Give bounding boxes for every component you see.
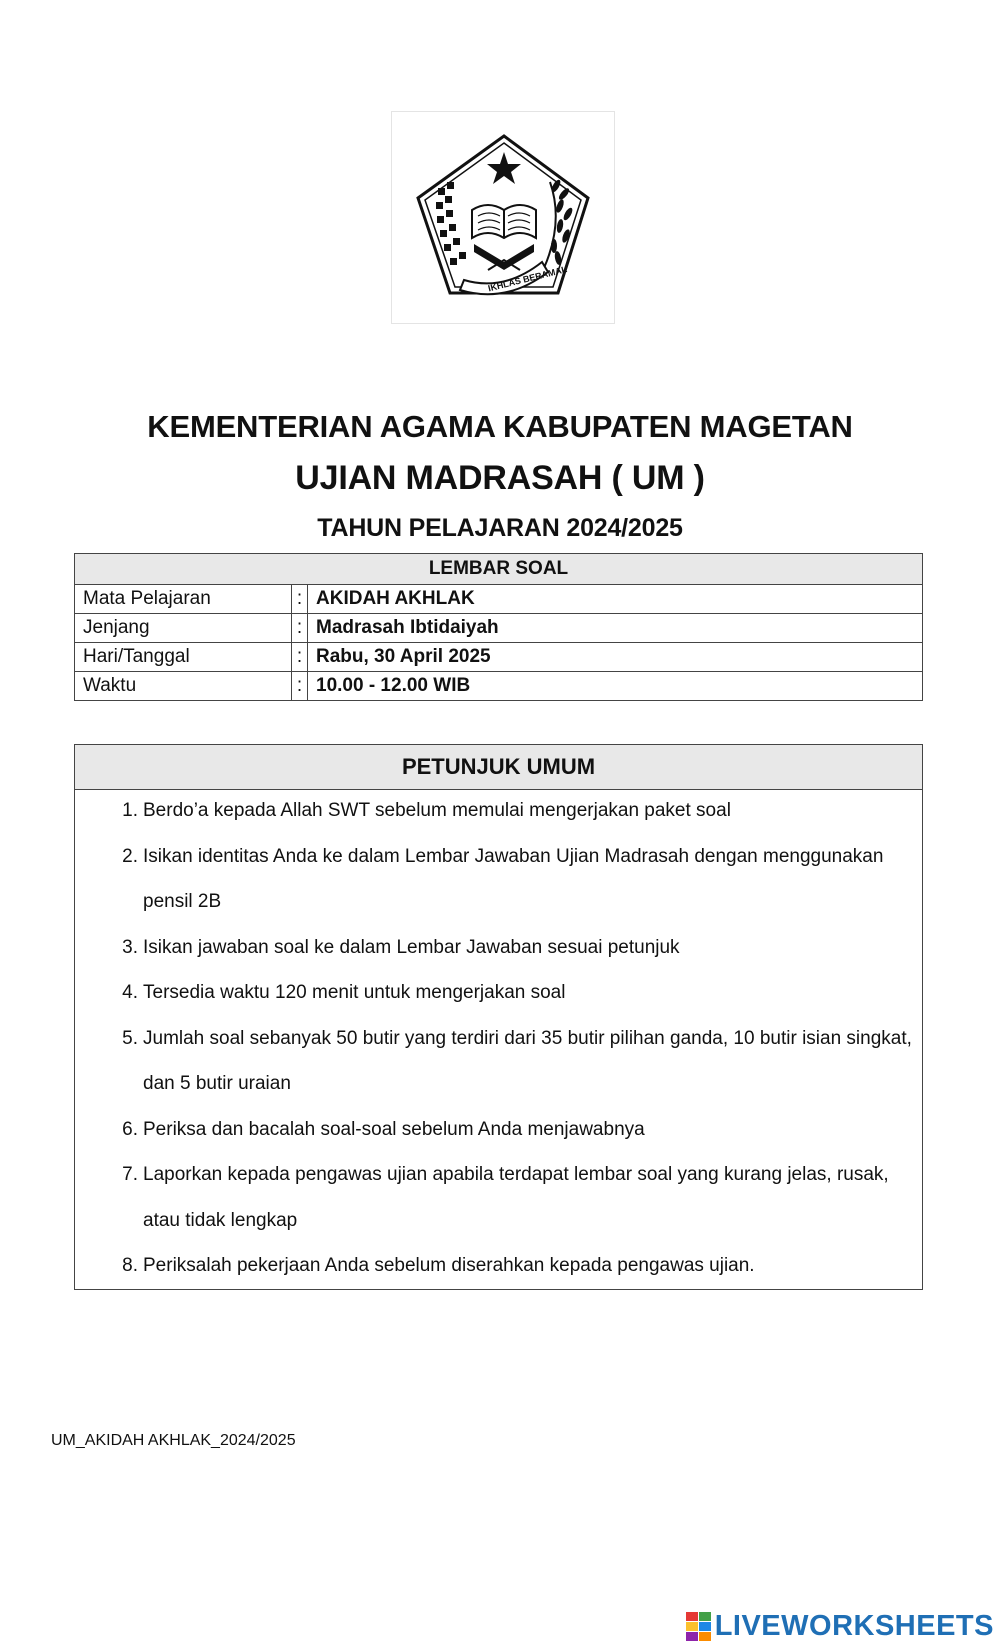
list-item <box>75 1152 922 1243</box>
info-colon: : <box>292 643 308 672</box>
list-item-number: 5. <box>122 1027 138 1049</box>
list-item-text: Berdo’a kepada Allah SWT sebelum memulai mengerjakan paket soal <box>143 800 731 821</box>
info-row <box>75 585 923 614</box>
list-item <box>75 788 922 834</box>
list-item-number: 6. <box>122 1118 138 1140</box>
header-ministry: KEMENTERIAN AGAMA KABUPATEN MAGETAN <box>147 409 853 444</box>
kementerian-agama-emblem-icon <box>392 112 616 325</box>
logo-tile <box>699 1632 711 1641</box>
logo-tile <box>686 1612 698 1621</box>
list-item-text: Isikan identitas Anda ke dalam Lembar Jawaban Ujian Madrasah dengan menggunakan pensil 2B <box>143 845 884 912</box>
list-item-number: 1. <box>122 800 138 821</box>
document-code: UM_AKIDAH AKHLAK_2024/2025 <box>51 1432 296 1449</box>
list-item-number: 3. <box>122 936 138 958</box>
logo-tile <box>699 1612 711 1621</box>
list-item-text: Laporkan kepada pengawas ujian apabila terdapat lembar soal yang kurang jelas, rusak, atau tidak lengkap <box>143 1164 889 1231</box>
list-item <box>75 1016 922 1107</box>
list-item <box>75 834 922 925</box>
list-item-number: 7. <box>122 1164 138 1185</box>
info-colon: : <box>292 614 308 643</box>
info-label: Jenjang <box>75 614 292 643</box>
list-item-text: Jumlah soal sebanyak 50 butir yang terdiri dari 35 butir pilihan ganda, 10 butir isian singkat, dan 5 butir uraian <box>143 1027 912 1094</box>
list-item-text: Isikan jawaban soal ke dalam Lembar Jawaban sesuai petunjuk <box>143 936 680 958</box>
list-item-number: 4. <box>122 982 138 1003</box>
info-row <box>75 643 923 672</box>
info-value: 10.00 - 12.00 WIB <box>308 672 923 701</box>
list-item-number: 2. <box>122 845 138 867</box>
general-instructions-box <box>74 744 923 1290</box>
info-value: Rabu, 30 April 2025 <box>308 643 923 672</box>
info-label: Hari/Tanggal <box>75 643 292 672</box>
logo-tile <box>699 1622 711 1631</box>
instructions-list <box>75 788 922 1289</box>
header-exam-title: UJIAN MADRASAH ( UM ) <box>295 459 705 497</box>
emblem-motto: IKHLAS BERAMAL <box>486 264 568 294</box>
liveworksheets-brand[interactable] <box>686 1611 994 1641</box>
info-colon: : <box>292 672 308 701</box>
info-row <box>75 614 923 643</box>
liveworksheets-logo-icon <box>686 1612 711 1641</box>
exam-info-title: LEMBAR SOAL <box>75 554 923 585</box>
list-item-text: Periksalah pekerjaan Anda sebelum diserahkan kepada pengawas ujian. <box>143 1255 755 1276</box>
header-academic-year: TAHUN PELAJARAN 2024/2025 <box>317 514 683 542</box>
info-value: AKIDAH AKHLAK <box>308 585 923 614</box>
logo-tile <box>686 1632 698 1641</box>
list-item-number: 8. <box>122 1255 138 1276</box>
exam-info-table <box>74 553 923 701</box>
brand-name: LIVEWORKSHEETS <box>714 1609 994 1642</box>
list-item <box>75 970 922 1016</box>
logo-tile <box>686 1622 698 1631</box>
instructions-title: PETUNJUK UMUM <box>75 745 922 790</box>
list-item <box>75 1107 922 1153</box>
info-label: Waktu <box>75 672 292 701</box>
info-label: Mata Pelajaran <box>75 585 292 614</box>
emblem-frame <box>391 111 615 324</box>
info-value: Madrasah Ibtidaiyah <box>308 614 923 643</box>
list-item-text: Periksa dan bacalah soal-soal sebelum Anda menjawabnya <box>143 1118 645 1140</box>
list-item-text: Tersedia waktu 120 menit untuk mengerjakan soal <box>143 982 566 1003</box>
list-item <box>75 1243 922 1289</box>
info-row <box>75 672 923 701</box>
info-colon: : <box>292 585 308 614</box>
list-item <box>75 925 922 971</box>
